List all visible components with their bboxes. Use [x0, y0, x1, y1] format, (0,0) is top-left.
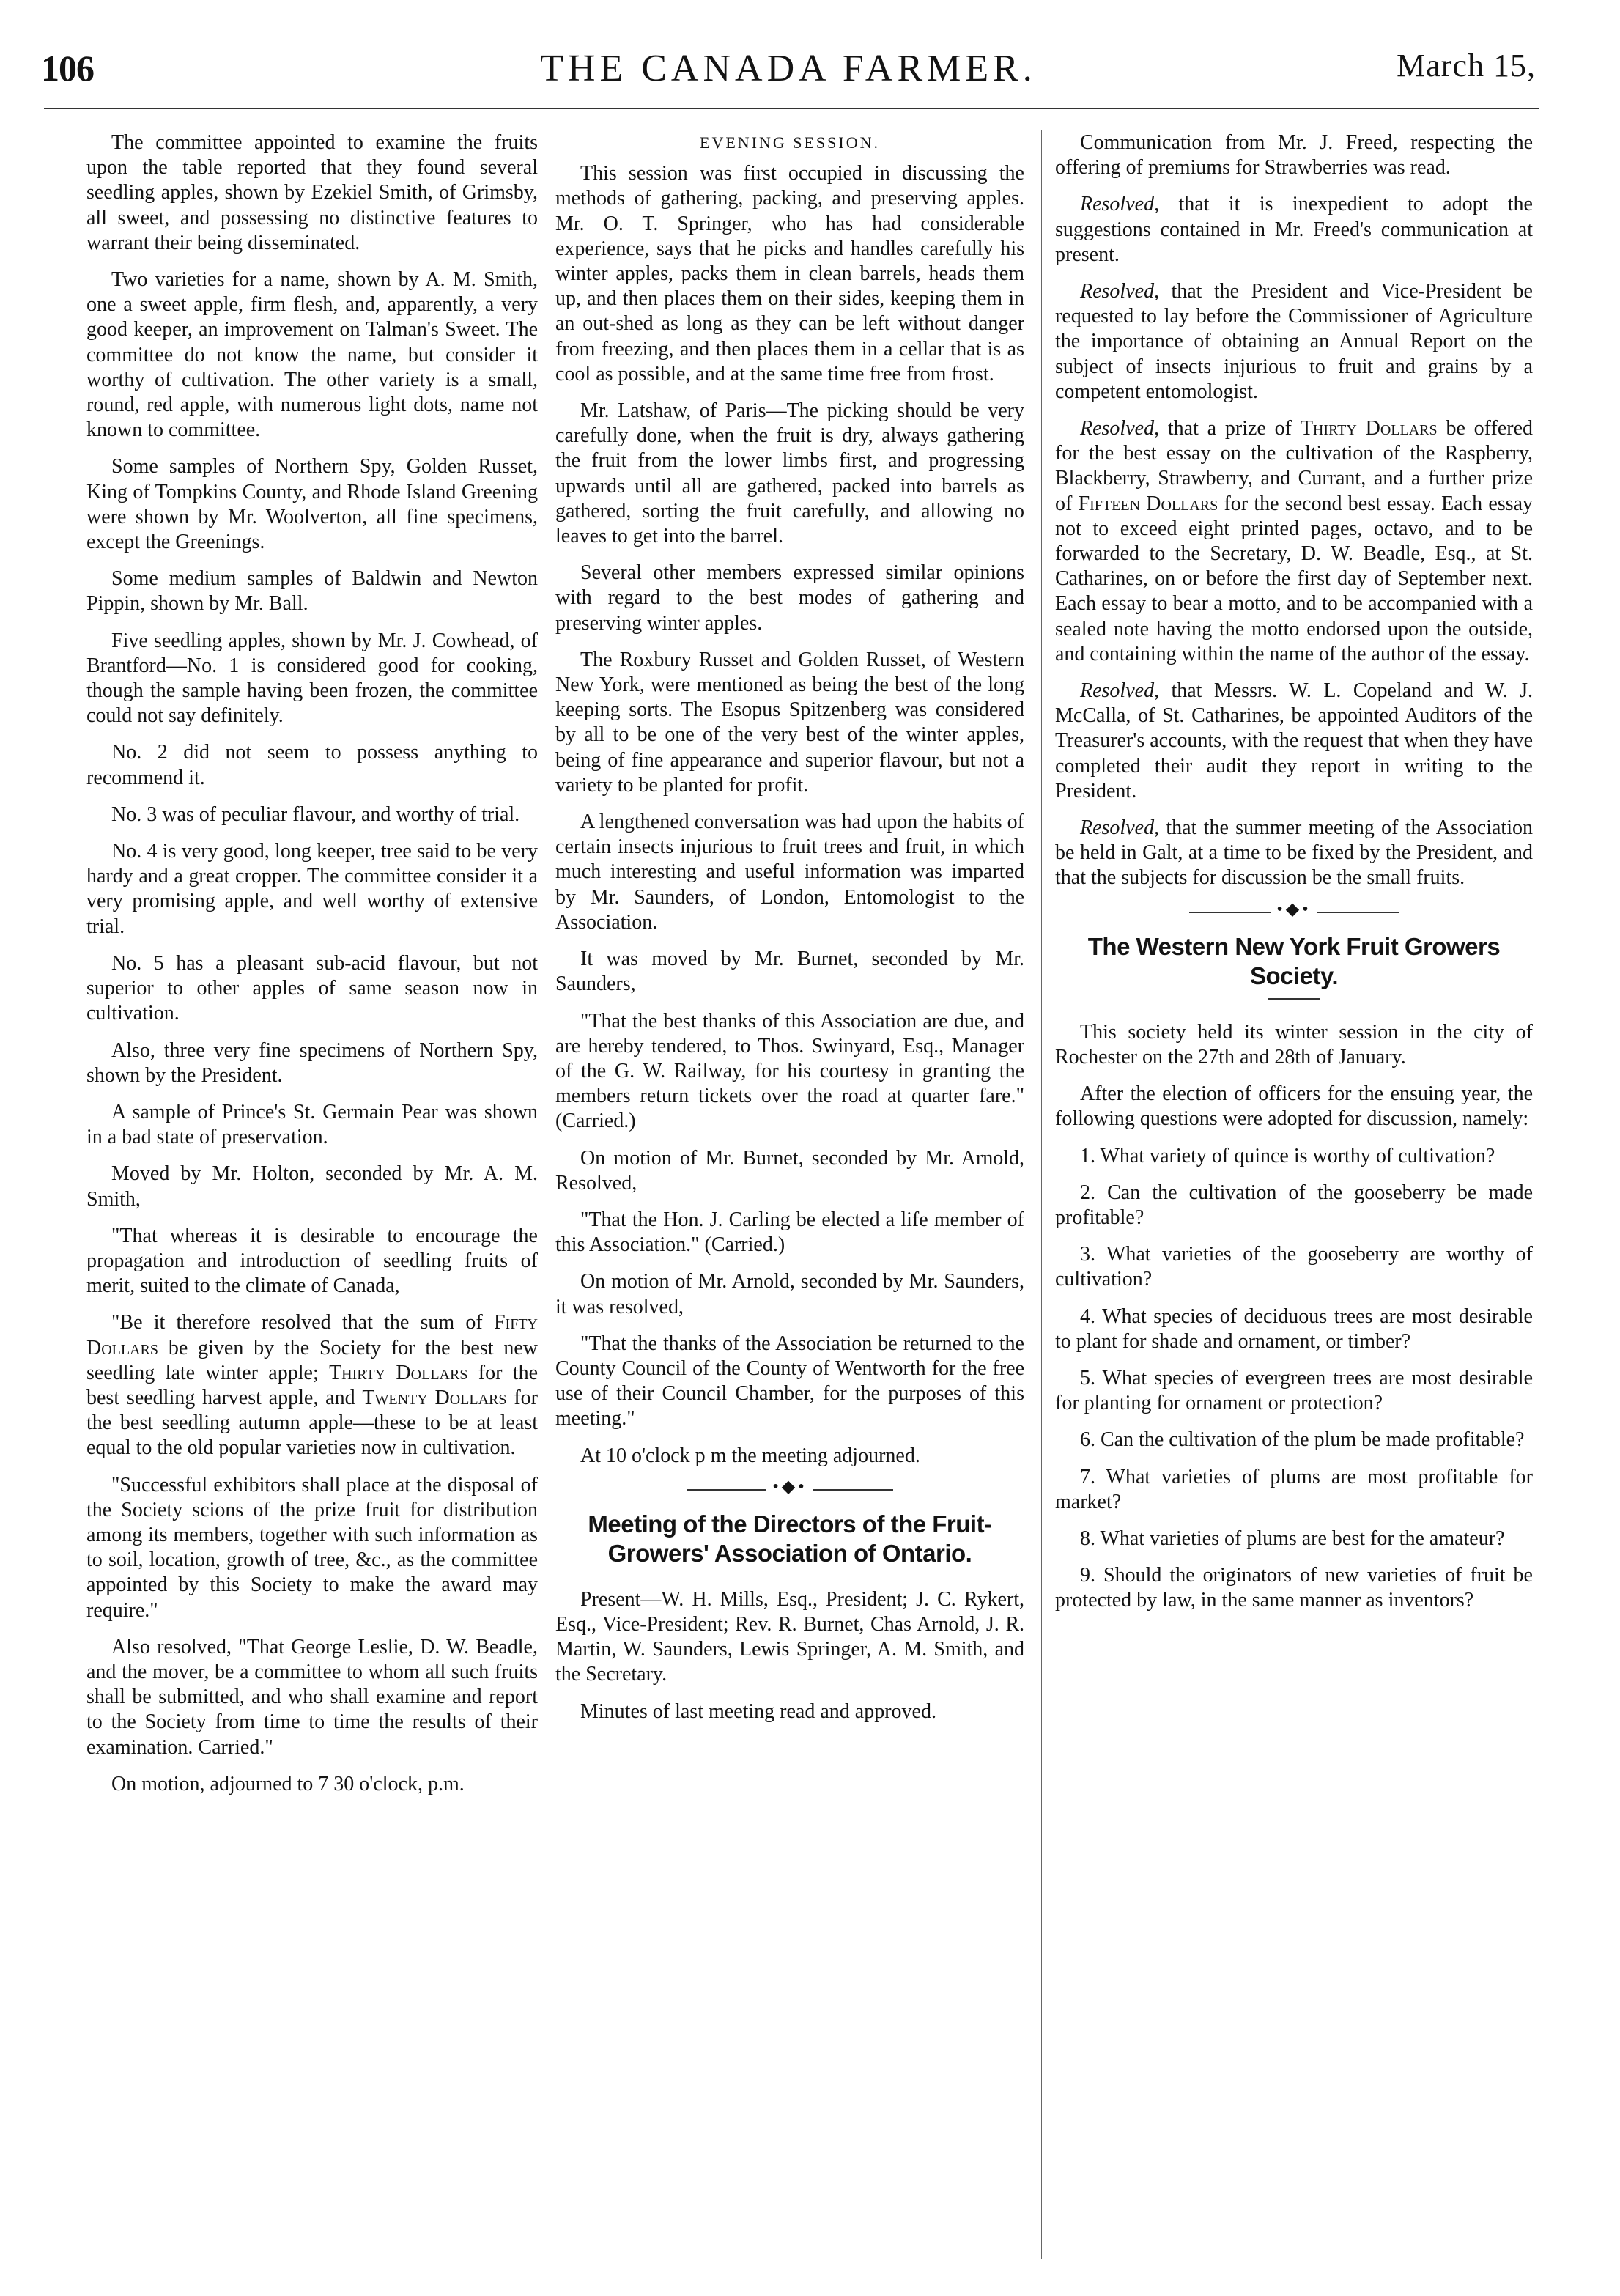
paragraph: "That whereas it is desirable to encourage the propagation and introduction of seedling fruits of merit, suited to the climate of Canada, [86, 1224, 538, 1298]
masthead-title: THE CANADA FARMER. [540, 48, 1037, 89]
paragraph: Some medium samples of Baldwin and Newton Pippin, shown by Mr. Ball. [86, 567, 538, 616]
paragraph [1055, 279, 1533, 405]
paragraph: Communication from Mr. J. Freed, respecting the offering of premiums for Strawberries was read. [1055, 131, 1533, 180]
column-1 [86, 130, 538, 2274]
paragraph: "Successful exhibitors shall place at the disposal of the Society scions of the prize fruit for distribution among its members, together with such information as to soil, location, growth of tree, &c., as the committee appointed by this Society to make the award may require." [86, 1473, 538, 1622]
column-2 [555, 130, 1024, 2274]
column-3 [1055, 130, 1533, 2274]
separator-ornament: •◆• [1055, 900, 1533, 919]
text-run: "Be it therefore resolved that the sum of [111, 1311, 494, 1335]
paragraph: The Roxbury Russet and Golden Russet, of Western New York, were mentioned as being the best of the long keeping sorts. The Esopus Spitzenberg was considered by all to be one of the very best of the winter apples, being of fine appearance and superior flavour, but not a variety to be planted for profit. [555, 648, 1024, 797]
paragraph: Some samples of Northern Spy, Golden Russet, King of Tompkins County, and Rhode Island Greening were shown by Mr. Woolverton, all fine specimens, except the Greenings. [86, 455, 538, 554]
section-separator [555, 1477, 1024, 1499]
paragraph [1055, 192, 1533, 267]
prize-amount: Fifty Dollars [86, 1311, 538, 1359]
prize-amount: Thirty Dollars [329, 1361, 468, 1384]
prize-amount: Twenty Dollars [362, 1386, 507, 1409]
paragraph: "That the Hon. J. Carling be elected a life member of this Association." (Carried.) [555, 1208, 1024, 1257]
paragraph: "That the best thanks of this Association are due, and are hereby tendered, to Thos. Swinyard, Esq., Manager of the G. W. Railway, for his courtesy in granting the members return tickets over the road at quarter fare." (Carried.) [555, 1009, 1024, 1133]
paragraph [1055, 679, 1533, 804]
paragraph: A lengthened conversation was had upon the habits of certain insects injurious to fruit trees and fruit, in which much interesting and useful information was imparted by Mr. Saunders, of London, Entomologist to the Association. [555, 811, 1024, 934]
resolved-lead: Resolved, [1080, 679, 1160, 703]
resolved-lead: Resolved, [1080, 193, 1160, 216]
resolved-lead: Resolved, [1080, 417, 1160, 440]
section-subheading: EVENING SESSION. [700, 133, 880, 152]
resolved-lead: Resolved, [1080, 280, 1160, 303]
question-item: 5. What species of evergreen trees are most desirable for planting for ornament or protection? [1055, 1366, 1533, 1415]
paragraph: Also resolved, "That George Leslie, D. W. Beadle, and the mover, be a committee to whom all such fruits shall be submitted, and who shall examine and report to the Society from time to time the results of their examination. Carried." [86, 1635, 538, 1759]
page-header [41, 47, 1536, 106]
question-item: 1. What variety of quince is worthy of cultivation? [1080, 1144, 1495, 1167]
paragraph: On motion, adjourned to 7 30 o'clock, p.m. [111, 1772, 465, 1795]
page-number: 106 [41, 48, 94, 89]
question-item: 4. What species of deciduous trees are most desirable to plant for shade and ornament, or timber? [1055, 1304, 1533, 1353]
paragraph [86, 1310, 538, 1461]
paragraph [1055, 416, 1533, 667]
header-rule [44, 108, 1539, 111]
column-divider [1041, 130, 1042, 2259]
question-item: 7. What varieties of plums are most profitable for market? [1055, 1465, 1533, 1513]
paragraph: This society held its winter session in the city of Rochester on the 27th and 28th of January. [1055, 1020, 1533, 1068]
separator-ornament: •◆• [555, 1477, 1024, 1496]
resolved-lead: Resolved, [1080, 816, 1160, 840]
prize-amount: Fifteen Dollars [1078, 492, 1218, 515]
question-item: 9. Should the originators of new varieties of fruit be protected by law, in the same manner as inventors? [1055, 1564, 1533, 1612]
paragraph: The committee appointed to examine the fruits upon the table reported that they found several seedling apples, shown by Ezekiel Smith, of Grimsby, all sweet, and possessing no distinctive features to warrant their being disseminated. [86, 131, 538, 254]
heading-rule [1268, 998, 1320, 1000]
question-item: 6. Can the cultivation of the plum be made profitable? [1080, 1428, 1525, 1452]
paragraph: No. 4 is very good, long keeper, tree said to be very hardy and a great cropper. The committee consider it a very promising apple, and well worthy of extensive trial. [86, 840, 538, 938]
paragraph: A sample of Prince's St. Germain Pear was shown in a bad state of preservation. [86, 1100, 538, 1149]
paragraph: Also, three very fine specimens of Northern Spy, shown by the President. [86, 1038, 538, 1087]
paragraph: On motion of Mr. Burnet, seconded by Mr. Arnold, Resolved, [555, 1146, 1024, 1195]
paragraph: Moved by Mr. Holton, seconded by Mr. A. M. Smith, [86, 1162, 538, 1211]
text-run: be offered for the best essay on the cultivation of the Raspberry, Blackberry, Strawberry, and Currant, and a further prize of [1055, 417, 1533, 515]
text-run: that Messrs. W. L. Copeland and W. J. McCalla, of St. Catharines, be appointed Auditors of the Treasurer's accounts, with the request that when they have completed their audit they report in writing to the President. [1055, 679, 1533, 802]
paragraph: "That the thanks of the Association be returned to the County Council of the County of Wentworth for the free use of their Council Chamber, for the purposes of this meeting." [555, 1332, 1024, 1431]
text-run: for the second best essay. Each essay not to exceed eight printed pages, octavo, and to be forwarded to the Secretary, D. W. Beadle, Esq., at St. Catharines, on or before the first day of September next. Each essay to bear a motto, and to be accompanied with a sealed note having the motto endorsed upon the outside, and containing within the name of the author of the essay. [1055, 492, 1533, 665]
question-item: 2. Can the cultivation of the gooseberry be made profitable? [1055, 1181, 1533, 1229]
paragraph: After the election of officers for the ensuing year, the following questions were adopted for discussion, namely: [1055, 1082, 1533, 1131]
section-separator [1055, 899, 1533, 922]
article-heading: The Western New York Fruit Growers Society. [1087, 932, 1501, 989]
prize-amount: Thirty Dollars [1300, 417, 1438, 440]
paragraph: No. 5 has a pleasant sub-acid flavour, but not superior to other apples of same season now in cultivation. [86, 951, 538, 1025]
question-item: 8. What varieties of plums are best for the amateur? [1080, 1527, 1505, 1550]
paragraph: This session was first occupied in discussing the methods of gathering, packing, and preserving apples. Mr. O. T. Springer, who has had considerable experience, says that he picks and handles carefully his winter apples, packs them in clean barrels, heads them up, and then places them on their sides, keeping them in an out-shed as long as they can be left without danger from freezing, and then places them in a cellar that is as cool as possible, and at the same time free from frost. [555, 162, 1024, 385]
paragraph: It was moved by Mr. Burnet, seconded by Mr. Saunders, [555, 948, 1024, 996]
paragraph: Present—W. H. Mills, Esq., President; J. C. Rykert, Esq., Vice-President; Rev. R. Burnet, Chas Arnold, J. R. Martin, W. Saunders, Lewis Springer, A. M. Smith, and the Secretary. [555, 1587, 1024, 1686]
paragraph: Five seedling apples, shown by Mr. J. Cowhead, of Brantford—No. 1 is considered good for cooking, though the sample having been frozen, the committee could not say definitely. [86, 629, 538, 728]
text-run: for the best seedling harvest apple, and [86, 1361, 538, 1409]
paragraph: At 10 o'clock p m the meeting adjourned. [580, 1444, 920, 1467]
paragraph: Two varieties for a name, shown by A. M. Smith, one a sweet apple, firm flesh, and, apparently, a very good keeper, an improvement on Talman's Sweet. The committee do not know the name, but consider it worthy of cultivation. The other variety is a small, round, red apple, with numerous light dots, name not known to committee. [86, 268, 538, 442]
paragraph: Mr. Latshaw, of Paris—The picking should be very carefully done, when the fruit is dry, always gathering the fruit from the lower limbs first, and progressing upwards until all are gathered, packed into barrels as gathered, sorting the fruit carefully, and allowing no leaves to get into the barrel. [555, 399, 1024, 548]
paragraph: On motion of Mr. Arnold, seconded by Mr. Saunders, it was resolved, [555, 1270, 1024, 1318]
paragraph: Several other members expressed similar opinions with regard to the best modes of gathering and preserving winter apples. [555, 561, 1024, 635]
text-run: that the President and Vice-President be requested to lay before the Commissioner of Agriculture the importance of obtaining an Annual Report on the subject of insects injurious to fruit and grains by a competent entomologist. [1055, 280, 1533, 403]
paragraph: No. 3 was of peculiar flavour, and worthy of trial. [111, 802, 520, 826]
paragraph [1055, 816, 1533, 891]
text-run: be given by the Society for the best new seedling late winter apple; [86, 1336, 538, 1384]
text-run: that the summer meeting of the Association be held in Galt, at a time to be fixed by the President, and that the subjects for discussion be the small fruits. [1055, 816, 1533, 890]
text-run: that it is inexpedient to adopt the suggestions contained in Mr. Freed's communication at present. [1055, 193, 1533, 266]
paragraph: Minutes of last meeting read and approved. [580, 1699, 936, 1723]
text-run: for the best seedling autumn apple—these to be at least equal to the old popular varieties now in cultivation. [86, 1386, 538, 1460]
issue-date: March 15, [1397, 48, 1536, 84]
article-heading: Meeting of the Directors of the Fruit-Growers' Association of Ontario. [588, 1510, 992, 1567]
question-item: 3. What varieties of the gooseberry are worthy of cultivation? [1055, 1243, 1533, 1291]
paragraph: No. 2 did not seem to possess anything to recommend it. [86, 741, 538, 789]
text-run: that a prize of [1159, 417, 1301, 440]
